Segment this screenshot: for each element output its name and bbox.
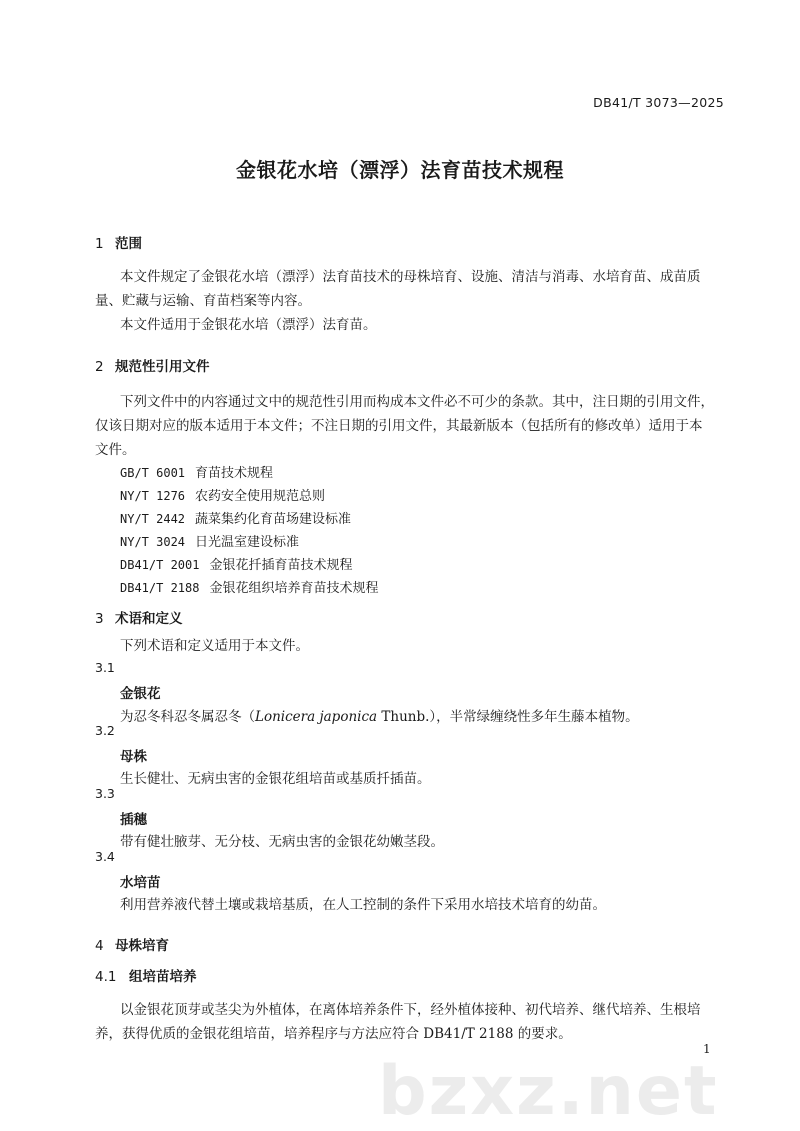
section-title: 范围: [115, 236, 142, 252]
reference-item: [120, 462, 273, 481]
term-definition: 带有健壮腋芽、无分枝、无病虫害的金银花幼嫩茎段。: [120, 834, 444, 850]
reference-name: 日光温室建设标准: [195, 535, 300, 550]
reference-name: 育苗技术规程: [195, 466, 274, 481]
standard-code: DB41/T 3073—2025: [593, 95, 724, 110]
section-1-para-2: 本文件适用于金银花水培（漂浮）法育苗。: [120, 317, 377, 333]
reference-code: NY/T 1276: [120, 489, 186, 503]
term-definition: [120, 705, 639, 725]
term-name: 水培苗: [120, 875, 161, 891]
reference-name: 金银花组织培养育苗技术规程: [209, 581, 379, 596]
section-number: 3: [95, 611, 104, 627]
term-definition-text: 为忍冬科忍冬属忍冬（: [120, 709, 255, 725]
section-number: 2: [95, 359, 104, 375]
reference-item: [120, 577, 379, 596]
reference-code: NY/T 3024: [120, 535, 186, 549]
term-number: 3.4: [95, 849, 115, 864]
section-title: 母株培育: [115, 938, 169, 954]
term-name: 金银花: [120, 686, 161, 702]
reference-code: GB/T 6001: [120, 466, 186, 480]
section-4-para-line-2: 养，获得优质的金银花组培苗，培养程序与方法应符合 DB41/T 2188 的要求。: [95, 1026, 572, 1042]
section-2-intro-line-1: 下列文件中的内容通过文中的规范性引用而构成本文件必不可少的条款。其中，注日期的引用文件，: [120, 394, 714, 410]
section-1-para-1-line-2: 量、贮藏与运输、育苗档案等内容。: [95, 293, 311, 309]
term-name: 母株: [120, 749, 147, 765]
section-title: 规范性引用文件: [115, 359, 210, 375]
term-name: 插穗: [120, 812, 147, 828]
reference-name: 农药安全使用规范总则: [195, 489, 326, 504]
section-3-heading: [95, 607, 183, 627]
section-2-heading: [95, 355, 210, 375]
page-number: 1: [703, 1042, 711, 1056]
section-number: 4: [95, 938, 104, 954]
section-2-intro-line-2: 仅该日期对应的版本适用于本文件；不注日期的引用文件，其最新版本（包括所有的修改单）适用于本: [95, 418, 703, 434]
subsection-4-1-heading: [95, 965, 197, 985]
subsection-title: 组培苗培养: [129, 969, 197, 985]
document-title: 金银花水培（漂浮）法育苗技术规程: [236, 158, 564, 182]
reference-code: DB41/T 2188: [120, 581, 200, 595]
term-latin-name: Lonicera japonica: [255, 709, 378, 725]
subsection-number: 4.1: [95, 969, 117, 985]
term-definition-text: Thunb.），半常绿缠绕性多年生藤本植物。: [377, 709, 639, 725]
section-4-para-line-1: 以金银花顶芽或茎尖为外植体，在离体培养条件下，经外植体接种、初代培养、继代培养、生根培: [120, 1002, 701, 1018]
term-definition: 生长健壮、无病虫害的金银花组培苗或基质扦插苗。: [120, 771, 431, 787]
term-number: 3.3: [95, 786, 115, 801]
term-number: 3.2: [95, 723, 115, 738]
term-definition: 利用营养液代替土壤或栽培基质，在人工控制的条件下采用水培技术培育的幼苗。: [120, 897, 606, 913]
reference-item: [120, 508, 351, 527]
section-2-intro-line-3: 文件。: [95, 442, 136, 458]
section-1-para-1-line-1: 本文件规定了金银花水培（漂浮）法育苗技术的母株培育、设施、清洁与消毒、水培育苗、成苗质: [120, 269, 701, 285]
section-3-intro: 下列术语和定义适用于本文件。: [120, 638, 309, 654]
reference-item: [120, 485, 325, 504]
reference-code: NY/T 2442: [120, 512, 186, 526]
reference-name: 蔬菜集约化育苗场建设标准: [195, 512, 352, 527]
section-title: 术语和定义: [115, 611, 183, 627]
section-number: 1: [95, 236, 104, 252]
reference-item: [120, 554, 353, 573]
reference-item: [120, 531, 299, 550]
watermark: bzxz.net: [378, 1052, 719, 1131]
term-number: 3.1: [95, 660, 115, 675]
section-4-heading: [95, 934, 169, 954]
section-1-heading: [95, 232, 142, 252]
reference-name: 金银花扦插育苗技术规程: [209, 558, 353, 573]
reference-code: DB41/T 2001: [120, 558, 200, 572]
